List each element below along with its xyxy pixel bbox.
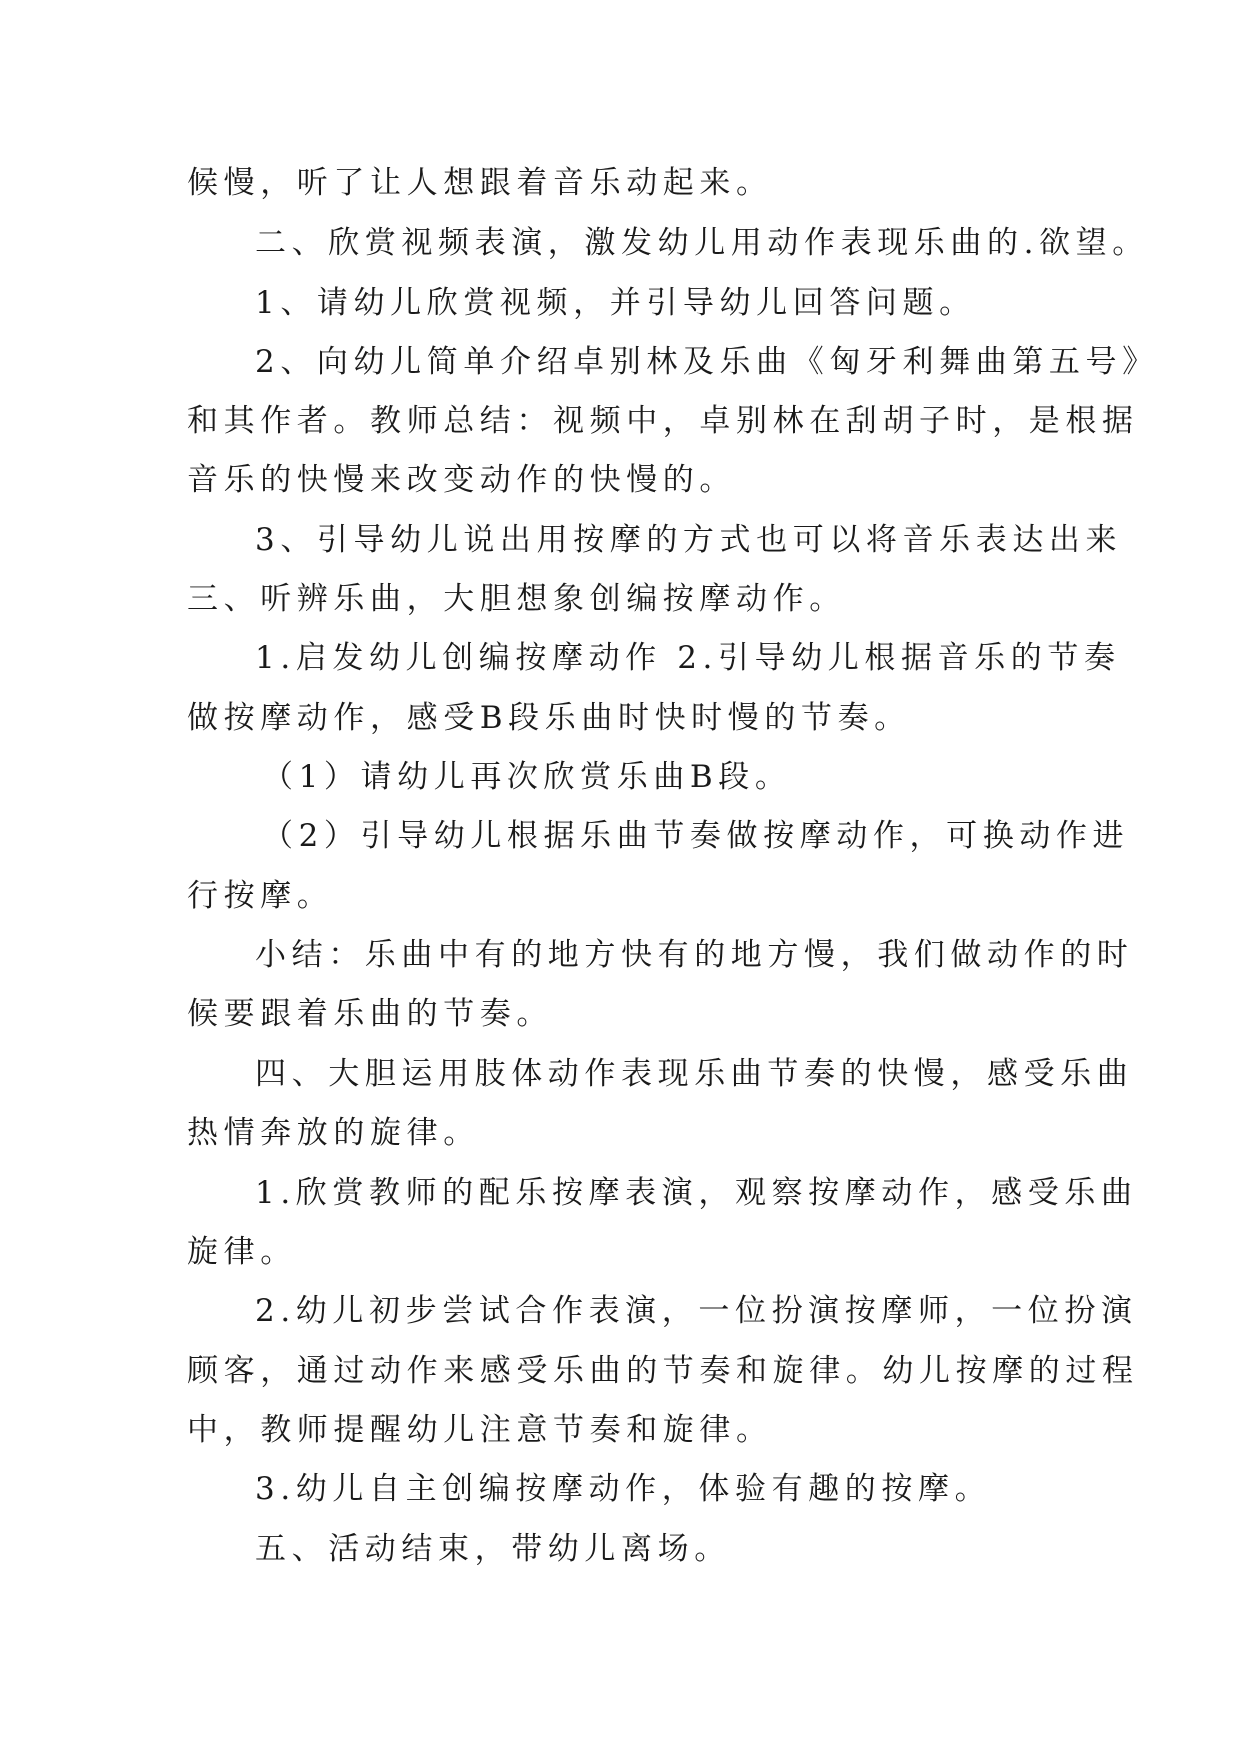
list-item-2-1: 1、请幼儿欣赏视频，并引导幼儿回答问题。 [255,285,976,321]
list-item-2-3: 3、引导幼儿说出用按摩的方式也可以将音乐表达出来 [255,522,1123,558]
sub-item-3-2-cont: 行按摩。 [187,878,334,914]
list-item-2-2-cont: 和其作者。教师总结：视频中，卓别林在刮胡子时，是根据 [187,403,1139,439]
list-item-4-3: 3.幼儿自主创编按摩动作，体验有趣的按摩。 [255,1471,992,1507]
sub-item-3-2: （2）引导幼儿根据乐曲节奏做按摩动作，可换动作进 [262,818,1130,854]
section-heading-2: 二、欣赏视频表演，激发幼儿用动作表现乐曲的.欲望。 [255,225,1149,261]
section-heading-5: 五、活动结束，带幼儿离场。 [255,1531,731,1567]
summary-line: 小结：乐曲中有的地方快有的地方慢，我们做动作的时 [255,937,1134,973]
summary-line-cont: 候要跟着乐曲的节奏。 [187,996,553,1032]
text-line-continuation: 候慢，听了让人想跟着音乐动起来。 [187,165,773,201]
list-item-4-2: 2.幼儿初步尝试合作表演，一位扮演按摩师，一位扮演 [255,1293,1138,1329]
section-heading-4-cont: 热情奔放的旋律。 [187,1115,480,1151]
list-item-4-1: 1.欣赏教师的配乐按摩表演，观察按摩动作，感受乐曲 [255,1175,1138,1211]
list-item-3-1: 1.启发幼儿创编按摩动作 2.引导幼儿根据音乐的节奏 [255,640,1121,676]
list-item-4-1-cont: 旋律。 [187,1234,297,1270]
list-item-2-2-cont: 音乐的快慢来改变动作的快慢的。 [187,462,736,498]
list-item-2-2: 2、向幼儿简单介绍卓别林及乐曲《匈牙利舞曲第五号》 [255,344,1159,380]
sub-item-3-1: （1）请幼儿再次欣赏乐曲B段。 [262,759,792,795]
section-heading-4: 四、大胆运用肢体动作表现乐曲节奏的快慢，感受乐曲 [255,1056,1134,1092]
list-item-3-1-cont: 做按摩动作，感受B段乐曲时快时慢的节奏。 [187,700,911,736]
section-heading-3: 三、听辨乐曲，大胆想象创编按摩动作。 [187,581,846,617]
list-item-4-2-cont: 中，教师提醒幼儿注意节奏和旋律。 [187,1412,773,1448]
list-item-4-2-cont: 顾客，通过动作来感受乐曲的节奏和旋律。幼儿按摩的过程 [187,1353,1139,1389]
